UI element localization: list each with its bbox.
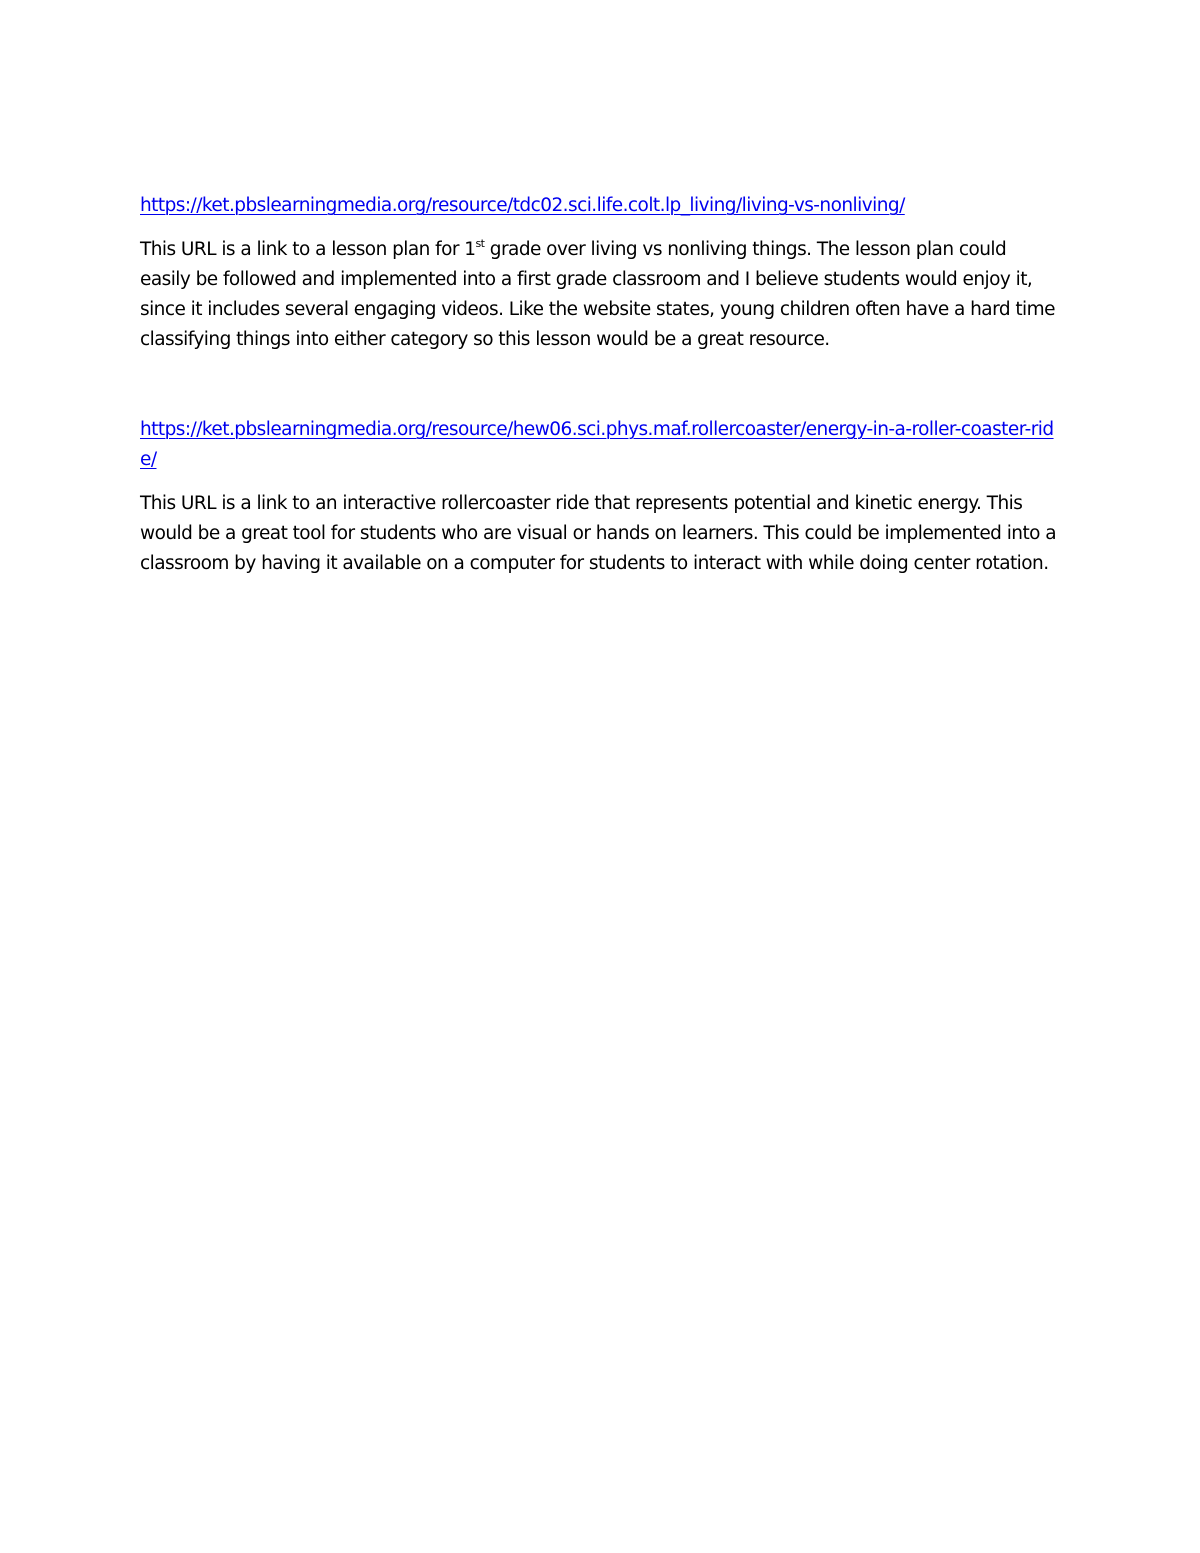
description-text-end: grade over living vs nonliving things. The lesson plan could easily be followed and implemented into a first grade classroom and I believe students would enjoy it, since it includes several engaging videos. Like the website states, young children often have a hard time classifying things into either category so this lesson would be a great resource.	[140, 239, 1055, 350]
resource-description: This URL is a link to an interactive rollercoaster ride that represents potential and kinetic energy. This would be a great tool for students who are visual or hands on learners. This could be implemented into a classroom by having it available on a computer for students to interact with while doing center rotation.	[140, 493, 1057, 574]
resource-entry	[140, 415, 1060, 579]
document-body	[140, 191, 1060, 579]
resource-description	[140, 235, 1060, 355]
description-text-start: This URL is a link to a lesson plan for 1	[140, 239, 476, 260]
resource-link-living-vs-nonliving[interactable]: https://ket.pbslearningmedia.org/resource/tdc02.sci.life.colt.lp_living/living-vs-nonliving/	[140, 195, 905, 216]
resource-entry	[140, 191, 1060, 355]
ordinal-superscript: st	[475, 236, 485, 250]
resource-link-roller-coaster-energy[interactable]: https://ket.pbslearningmedia.org/resource/hew06.sci.phys.maf.rollercoaster/energy-in-a-roller-coaster-ride/	[140, 419, 1054, 470]
